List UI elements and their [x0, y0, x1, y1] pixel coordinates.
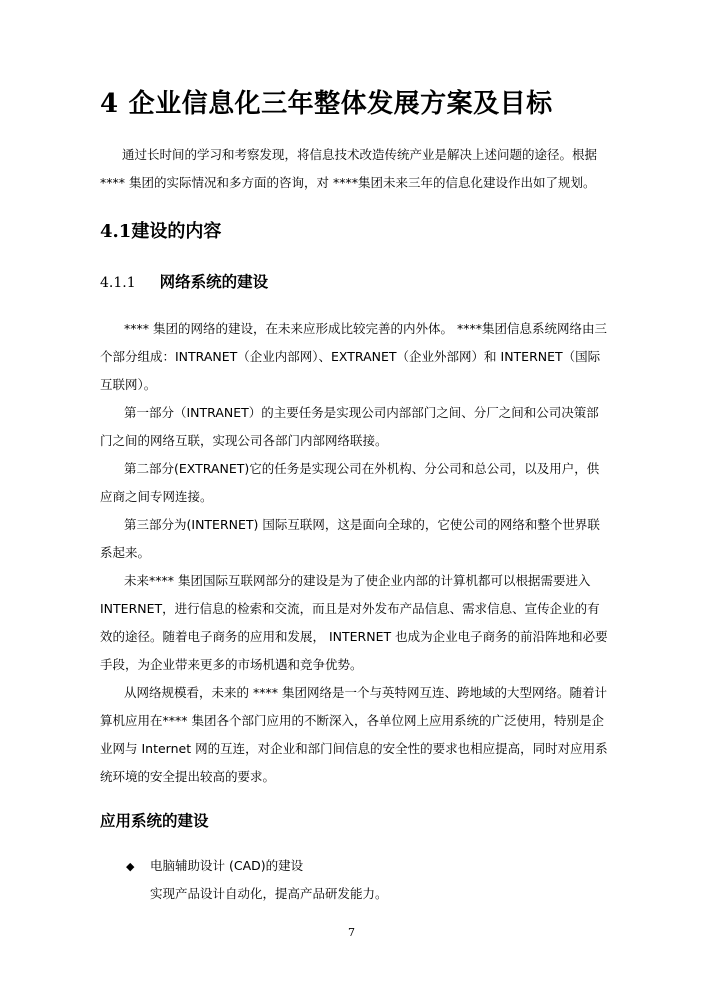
body-line: 应商之间专网连接。	[100, 489, 213, 504]
body-line: 第二部分(EXTRANET)它的任务是实现公司在外机构、分公司和总公司，以及用户，供	[124, 461, 600, 476]
page-number: 7	[348, 926, 355, 939]
body-line: 未来**** 集团国际互联网部分的建设是为了使企业内部的计算机都可以根据需要进入	[124, 573, 591, 588]
body-line: **** 集团的网络的建设，在未来应形成比较完善的内外体。 ****集团信息系统网络由三	[124, 321, 607, 336]
bullet-item-cad	[126, 856, 303, 877]
body-line: 个部分组成：INTRANET（企业内部网）、EXTRANET（企业外部网）和 INTERNET（国际	[100, 349, 601, 364]
body-line: 效的途径。随着电子商务的应用和发展， INTERNET 也成为企业电子商务的前沿阵地和必要	[100, 629, 608, 644]
section-number: 4.1	[100, 221, 132, 242]
bullet-label: 电脑辅助设计 (CAD)的建设	[150, 858, 304, 873]
intro-line: **** 集团的实际情况和多方面的咨询，对 ****集团未来三年的信息化建设作出如了规划。	[100, 175, 596, 190]
body-line: 互联网）。	[100, 377, 157, 392]
body-line: 门之间的网络互联，实现公司各部门内部网络联接。	[100, 433, 388, 448]
section-title: 建设的内容	[131, 221, 222, 242]
chapter-heading	[100, 84, 553, 124]
body-line: 统环境的安全提出较高的要求。	[100, 769, 276, 784]
app-systems-heading: 应用系统的建设	[100, 812, 209, 830]
diamond-bullet-icon: ◆	[126, 860, 135, 873]
chapter-title: 企业信息化三年整体发展方案及目标	[128, 89, 553, 119]
chapter-number: 4	[100, 89, 119, 119]
body-line: 算机应用在**** 集团各个部门应用的不断深入，各单位网上应用系统的广泛使用，特别是企	[100, 713, 604, 728]
body-line: 手段，为企业带来更多的市场机遇和竞争优势。	[100, 657, 363, 672]
body-line: INTERNET，进行信息的检索和交流，而且是对外发布产品信息、需求信息、宣传企业的有	[100, 601, 600, 616]
body-line: 第一部分（INTRANET）的主要任务是实现公司内部部门之间、分厂之间和公司决策部	[124, 405, 599, 420]
subsection-heading	[100, 269, 268, 296]
body-line: 从网络规模看，未来的 **** 集团网络是一个与英特网互连、跨地域的大型网络。随着计	[124, 685, 607, 700]
subsection-title: 网络系统的建设	[159, 273, 269, 291]
subsection-number: 4.1.1	[100, 275, 136, 291]
body-line: 第三部分为(INTERNET) 国际互联网，这是面向全球的，它使公司的网络和整个世界联	[124, 517, 600, 532]
body-line: 业网与 Internet 网的互连，对企业和部门间信息的安全性的要求也相应提高，同时对应用系	[100, 741, 608, 756]
section-heading	[100, 218, 221, 246]
intro-line: 通过长时间的学习和考察发现，将信息技术改造传统产业是解决上述问题的途径。根据	[122, 147, 598, 162]
bullet-description: 实现产品设计自动化，提高产品研发能力。	[150, 886, 388, 901]
body-line: 系起来。	[100, 545, 151, 560]
